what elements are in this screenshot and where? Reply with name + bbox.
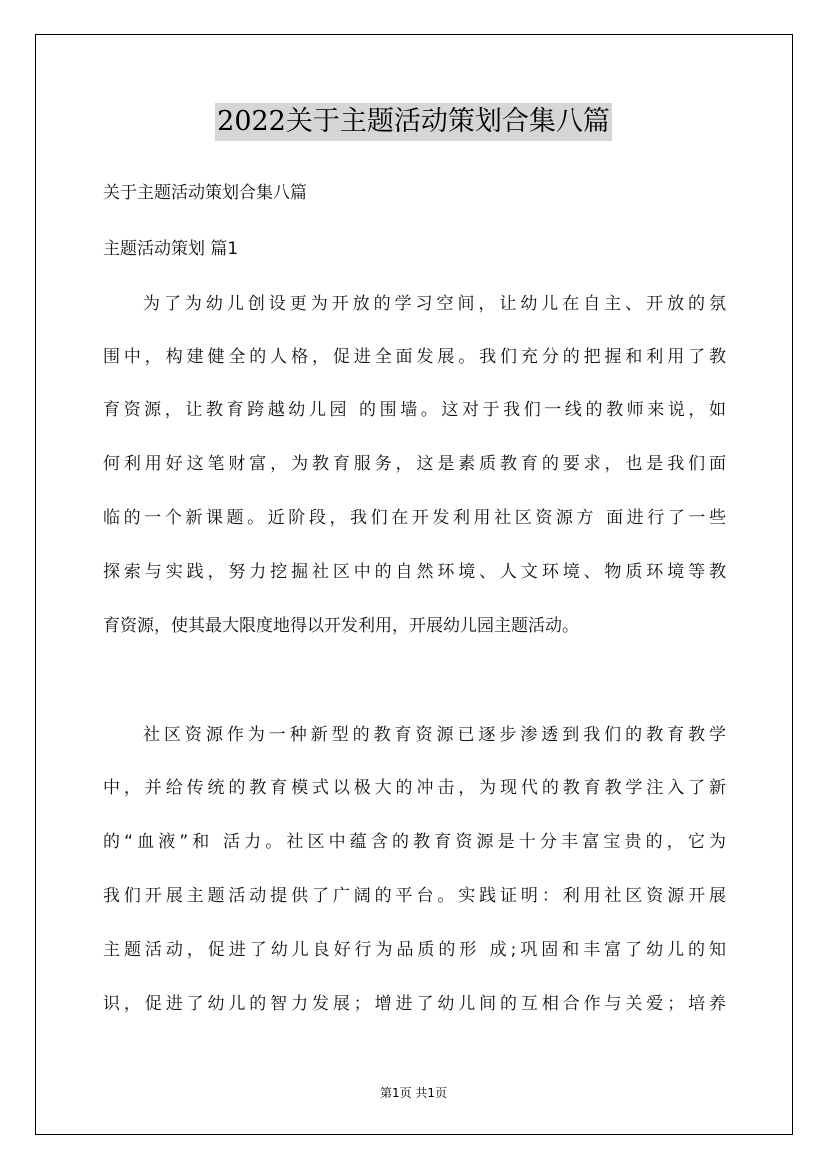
paragraph2-line: 识，促进了幼儿的智力发展；增进了幼儿间的互相合作与关爱；培养 <box>103 994 726 1014</box>
document-subtitle: 关于主题活动策划合集八篇 <box>103 183 307 203</box>
paragraph1-line: 何利用好这笔财富，为教育服务，这是素质教育的要求，也是我们面 <box>103 454 726 474</box>
section-heading: 主题活动策划 篇1 <box>103 239 239 259</box>
title-container <box>0 103 827 141</box>
paragraph1-line: 育资源，让教育跨越幼儿园 的围墙。这对于我们一线的教师来说，如 <box>103 400 726 420</box>
paragraph2-line: 的“血液”和 活力。社区中蕴含的教育资源是十分丰富宝贵的，它为 <box>103 832 726 852</box>
paragraph1-line: 育资源，使其最大限度地得以开发利用，开展幼儿园主题活动。 <box>103 616 579 636</box>
paragraph1-line: 临的一个新课题。近阶段，我们在开发利用社区资源方 面进行了一些 <box>103 508 726 528</box>
paragraph1-line: 探索与实践，努力挖掘社区中的自然环境、人文环境、物质环境等教 <box>103 562 726 582</box>
paragraph2-line: 主题活动，促进了幼儿良好行为品质的形 成;巩固和丰富了幼儿的知 <box>103 940 726 960</box>
paragraph1-line: 围中，构建健全的人格，促进全面发展。我们充分的把握和利用了教 <box>103 347 726 367</box>
paragraph2-line: 中，并给传统的教育模式以极大的冲击，为现代的教育教学注入了新 <box>103 778 726 798</box>
paragraph1-line: 为了为幼儿创设更为开放的学习空间，让幼儿在自主、开放的氛 <box>143 294 726 314</box>
page-number-footer: 第1页 共1页 <box>379 1086 448 1100</box>
paragraph2-line: 社区资源作为一种新型的教育资源已逐步渗透到我们的教育教学 <box>143 725 726 745</box>
paragraph2-line: 我们开展主题活动提供了广阔的平台。实践证明：利用社区资源开展 <box>103 886 726 906</box>
document-title: 2022关于主题活动策划合集八篇 <box>215 103 612 141</box>
